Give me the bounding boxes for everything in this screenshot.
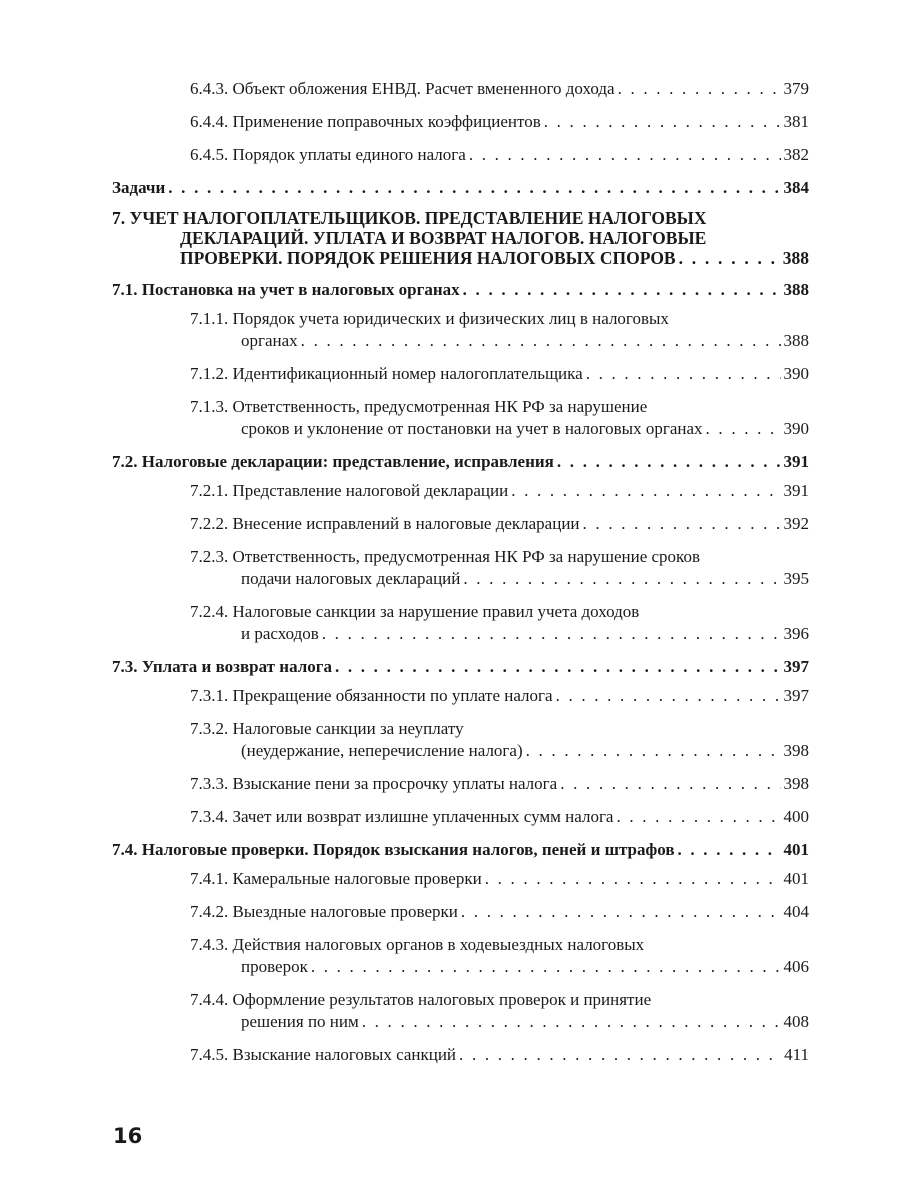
toc-entry-line: [190, 685, 809, 707]
toc-page-number: 398: [783, 741, 809, 760]
toc-page-number: 388: [783, 331, 809, 350]
toc-entry: [112, 718, 809, 762]
dot-leader: [556, 685, 781, 707]
toc-entry-line: [112, 451, 809, 473]
toc-entry-line: [241, 1011, 809, 1033]
dot-leader: [335, 656, 781, 678]
toc-entry-title: 6.4.3. Объект обложения ЕНВД. Расчет вмененного дохода: [190, 79, 615, 98]
toc-entry-title: 7.4.1. Камеральные налоговые проверки: [190, 869, 482, 888]
toc-entry: [112, 989, 809, 1033]
toc-page-number: 404: [783, 902, 809, 921]
toc-entry-line: [190, 78, 809, 100]
toc-entry-title: 7.2.2. Внесение исправлений в налоговые декларации: [190, 514, 580, 533]
toc-entry-line: [241, 418, 809, 440]
dot-leader: [168, 177, 780, 199]
toc-entry-line: [241, 330, 809, 352]
dot-leader: [311, 956, 781, 978]
toc-entry-line: [241, 740, 809, 762]
toc-entry-last-line-wrap: [190, 568, 809, 590]
toc-entry-last-line-wrap: [190, 1011, 809, 1033]
toc-entry-last-line-wrap: [190, 740, 809, 762]
toc-entry-line: [190, 111, 809, 133]
toc-entry: [112, 480, 809, 502]
toc-entry-title-line: 7.1.1. Порядок учета юридических и физических лиц в налоговых: [190, 309, 669, 328]
toc-page-number: 388: [783, 280, 809, 299]
toc-page-number: 411: [784, 1045, 809, 1064]
toc-entry-title: 7.1.2. Идентификационный номер налогоплательщика: [190, 364, 583, 383]
toc-entry: [112, 901, 809, 923]
toc-entry-title: 7.3.1. Прекращение обязанности по уплате налога: [190, 686, 553, 705]
toc-entry-title: органах: [241, 331, 298, 350]
toc-entry: [112, 685, 809, 707]
toc-entry: [112, 451, 809, 473]
dot-leader: [557, 451, 781, 473]
dot-leader: [679, 248, 780, 268]
toc-entry: [112, 1044, 809, 1066]
dot-leader: [678, 839, 781, 861]
toc-entry-title: ПРОВЕРКИ. ПОРЯДОК РЕШЕНИЯ НАЛОГОВЫХ СПОРОВ: [180, 248, 676, 268]
toc-page-number: 396: [783, 624, 809, 643]
toc-page-number: 381: [783, 112, 809, 131]
dot-leader: [544, 111, 781, 133]
toc-entry-line: [241, 568, 809, 590]
toc-entry: [112, 513, 809, 535]
toc-entry-title-line: 7.1.3. Ответственность, предусмотренная НК РФ за нарушение: [190, 397, 648, 416]
toc-entry: [112, 78, 809, 100]
toc-entry-title: подачи налоговых деклараций: [241, 569, 461, 588]
toc-page-number: 391: [783, 452, 809, 471]
toc-entry-title: 7.4. Налоговые проверки. Порядок взыскания налогов, пеней и штрафов: [112, 840, 675, 859]
toc-entry: [112, 363, 809, 385]
toc-entry-last-line-wrap: [112, 248, 809, 268]
toc-entry-title-line: 7.4.3. Действия налоговых органов в ходевыездных налоговых: [190, 935, 645, 954]
toc-page-number: 408: [783, 1012, 809, 1031]
toc-entry-line: [190, 1044, 809, 1066]
toc-entry: [112, 144, 809, 166]
toc-entry-title: 7.3.3. Взыскание пени за просрочку уплаты налога: [190, 774, 558, 793]
toc-page-number: 391: [783, 481, 809, 500]
toc-entry-title-line: ДЕКЛАРАЦИЙ. УПЛАТА И ВОЗВРАТ НАЛОГОВ. НАЛОГОВЫЕ: [180, 228, 707, 248]
dot-leader: [616, 806, 780, 828]
toc-page-number: 388: [782, 248, 809, 268]
toc-entry-line: [190, 773, 809, 795]
dot-leader: [618, 78, 781, 100]
toc-page-number: 392: [783, 514, 809, 533]
toc-entry-title: 7.2.1. Представление налоговой декларации: [190, 481, 509, 500]
toc-entry-title: (неудержание, неперечисление налога): [241, 741, 523, 760]
toc-entry: [112, 546, 809, 590]
toc-entry: [112, 177, 809, 199]
toc-entry-title: и расходов: [241, 624, 319, 643]
toc-page-number: 382: [783, 145, 809, 164]
toc-entry: [112, 868, 809, 890]
toc-entry-title: решения по ним: [241, 1012, 359, 1031]
dot-leader: [301, 330, 781, 352]
toc-page-number: 398: [783, 774, 809, 793]
dot-leader: [469, 144, 781, 166]
toc-entry-title: 7.4.2. Выездные налоговые проверки: [190, 902, 458, 921]
toc-entry: [112, 773, 809, 795]
toc-entry-title-line: 7.2.4. Налоговые санкции за нарушение правил учета доходов: [190, 602, 640, 621]
toc-page-number: 406: [783, 957, 809, 976]
toc-entry-line: [190, 480, 809, 502]
dot-leader: [583, 513, 781, 535]
dot-leader: [362, 1011, 781, 1033]
toc-entry-line: [190, 868, 809, 890]
toc-entry-last-line-wrap: [190, 418, 809, 440]
toc-page-number: 400: [783, 807, 809, 826]
toc-entry: [112, 806, 809, 828]
toc-entry-line: [190, 144, 809, 166]
dot-leader: [586, 363, 781, 385]
toc-entry-line: [112, 656, 809, 678]
toc-entry-title: Задачи: [112, 178, 166, 197]
toc-entry-last-line-wrap: [190, 623, 809, 645]
toc-entry-line: [241, 956, 809, 978]
toc-entry-title: сроков и уклонение от постановки на учет в налоговых органах: [241, 419, 703, 438]
toc-entry-last-line-wrap: [190, 956, 809, 978]
toc-entry-title-line: 7.2.3. Ответственность, предусмотренная НК РФ за нарушение сроков: [190, 547, 700, 566]
toc-entry: [112, 208, 809, 268]
toc-entry-line: [190, 806, 809, 828]
toc-entry-line: [112, 177, 809, 199]
toc-entry-title: 7.3.4. Зачет или возврат излишне уплаченных сумм налога: [190, 807, 614, 826]
toc-entry: [112, 396, 809, 440]
toc-entry-line: [190, 513, 809, 535]
toc-page-number: 401: [783, 840, 809, 859]
toc-page-number: 379: [783, 79, 809, 98]
toc-entry: [112, 279, 809, 301]
dot-leader: [485, 868, 781, 890]
toc-entry-line: [190, 901, 809, 923]
toc-entry: [112, 111, 809, 133]
dot-leader: [463, 279, 781, 301]
toc-entry-title: 6.4.4. Применение поправочных коэффициентов: [190, 112, 541, 131]
toc-entry: [112, 656, 809, 678]
toc-entry-title: проверок: [241, 957, 308, 976]
toc-entry-line: [180, 248, 809, 268]
toc-page-number: 397: [783, 657, 809, 676]
toc-entry: [112, 934, 809, 978]
toc-entry-last-line-wrap: [190, 330, 809, 352]
toc-page-number: 397: [783, 686, 809, 705]
toc-entry-line: [112, 839, 809, 861]
dot-leader: [459, 1044, 781, 1066]
toc-entry-line: [190, 363, 809, 385]
toc-entry: [112, 308, 809, 352]
toc-page-number: 390: [783, 364, 809, 383]
toc-entry-line: [112, 279, 809, 301]
toc-entry-title-line: 7.4.4. Оформление результатов налоговых проверок и принятие: [190, 990, 652, 1009]
toc-page-number: 401: [783, 869, 809, 888]
toc-entry-title: 6.4.5. Порядок уплаты единого налога: [190, 145, 466, 164]
dot-leader: [526, 740, 781, 762]
page-number: 16: [113, 1124, 143, 1148]
toc-entry-title: 7.1. Постановка на учет в налоговых органах: [112, 280, 460, 299]
toc-entry-title-line: 7. УЧЕТ НАЛОГОПЛАТЕЛЬЩИКОВ. ПРЕДСТАВЛЕНИЕ НАЛОГОВЫХ: [112, 208, 707, 228]
toc-entry-line: [241, 623, 809, 645]
dot-leader: [511, 480, 780, 502]
toc-page-number: 395: [783, 569, 809, 588]
toc-entry-title: 7.4.5. Взыскание налоговых санкций: [190, 1045, 457, 1064]
toc-entry-title: 7.2. Налоговые декларации: представление, исправления: [112, 452, 554, 471]
toc-entry: [112, 601, 809, 645]
dot-leader: [461, 901, 781, 923]
dot-leader: [560, 773, 780, 795]
table-of-contents: [112, 78, 809, 1077]
toc-entry: [112, 839, 809, 861]
toc-entry-title-line: 7.3.2. Налоговые санкции за неуплату: [190, 719, 464, 738]
toc-page-number: 390: [783, 419, 809, 438]
toc-entry-title: 7.3. Уплата и возврат налога: [112, 657, 332, 676]
dot-leader: [706, 418, 781, 440]
dot-leader: [322, 623, 781, 645]
dot-leader: [463, 568, 780, 590]
toc-page-number: 384: [783, 178, 809, 197]
